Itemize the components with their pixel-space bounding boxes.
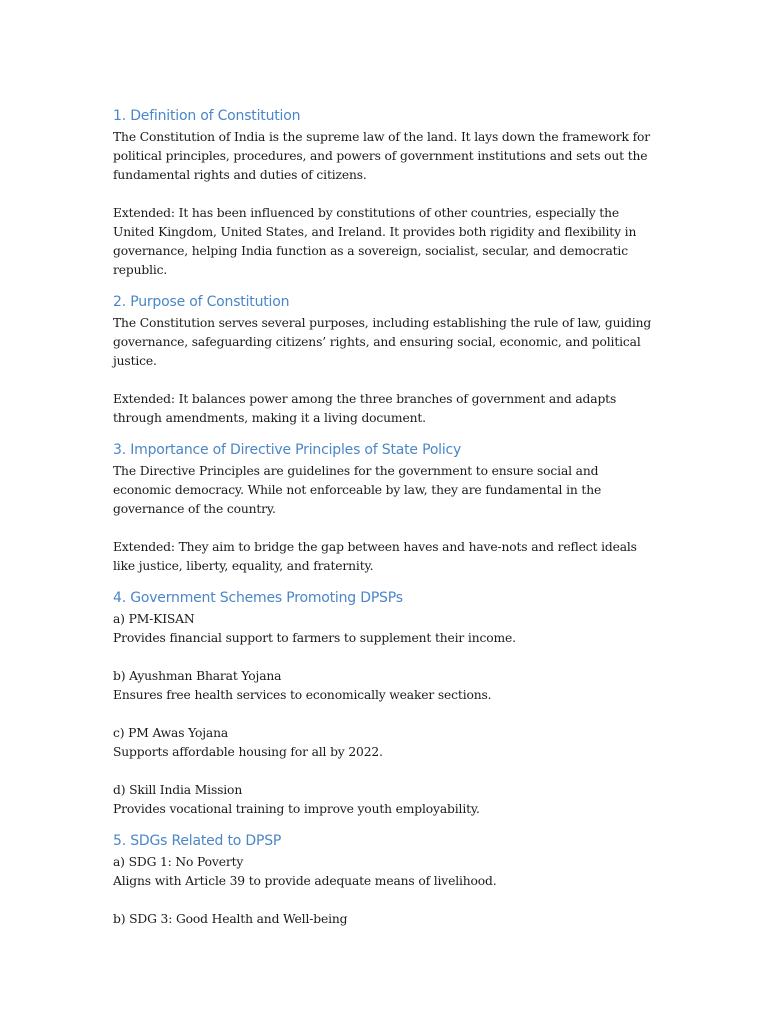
list-item-description: Ensures free health services to economically weaker sections.: [113, 688, 492, 702]
paragraph: The Directive Principles are guidelines for the government to ensure social and economic democracy. While not enforceable by law, they are fundamental in the governance of the country.: [113, 464, 602, 516]
section-heading-purpose: 2. Purpose of Constitution: [113, 294, 290, 310]
list-item-title: a) PM-KISAN: [113, 612, 195, 626]
list-item-title: d) Skill India Mission: [113, 783, 243, 797]
list-item-title: b) SDG 3: Good Health and Well-being: [113, 912, 348, 926]
paragraph: The Constitution serves several purposes, including establishing the rule of law, guiding governance, safeguarding citizens’ rights, and ensuring social, economic, and political justice.: [113, 316, 652, 368]
paragraph-extended: Extended: It has been influenced by constitutions of other countries, especially the United Kingdom, United States, and Ireland. It provides both rigidity and flexibility in governance, helping India function as a sovereign, socialist, secular, and democratic republic.: [113, 206, 637, 277]
list-item-title: c) PM Awas Yojana: [113, 726, 229, 740]
section-heading-government-schemes: 4. Government Schemes Promoting DPSPs: [113, 590, 403, 606]
paragraph: The Constitution of India is the supreme law of the land. It lays down the framework for political principles, procedures, and powers of government institutions and sets out the fundamental rights and duties of citizens.: [113, 130, 650, 182]
list-item-description: Aligns with Article 39 to provide adequate means of livelihood.: [113, 874, 497, 888]
list-item-description: Provides vocational training to improve youth employability.: [113, 802, 480, 816]
section-heading-definition: 1. Definition of Constitution: [113, 108, 301, 124]
document-page: [113, 106, 653, 929]
list-item-description: Provides financial support to farmers to supplement their income.: [113, 631, 516, 645]
section-heading-sdgs: 5. SDGs Related to DPSP: [113, 833, 282, 849]
list-item-title: a) SDG 1: No Poverty: [113, 855, 244, 869]
section-heading-directive-principles: 3. Importance of Directive Principles of State Policy: [113, 442, 462, 458]
paragraph-extended: Extended: It balances power among the three branches of government and adapts through amendments, making it a living document.: [113, 392, 617, 425]
list-item-title: b) Ayushman Bharat Yojana: [113, 669, 282, 683]
list-item-description: Supports affordable housing for all by 2022.: [113, 745, 383, 759]
paragraph-extended: Extended: They aim to bridge the gap between haves and have-nots and reflect ideals like justice, liberty, equality, and fraternity.: [113, 540, 637, 573]
